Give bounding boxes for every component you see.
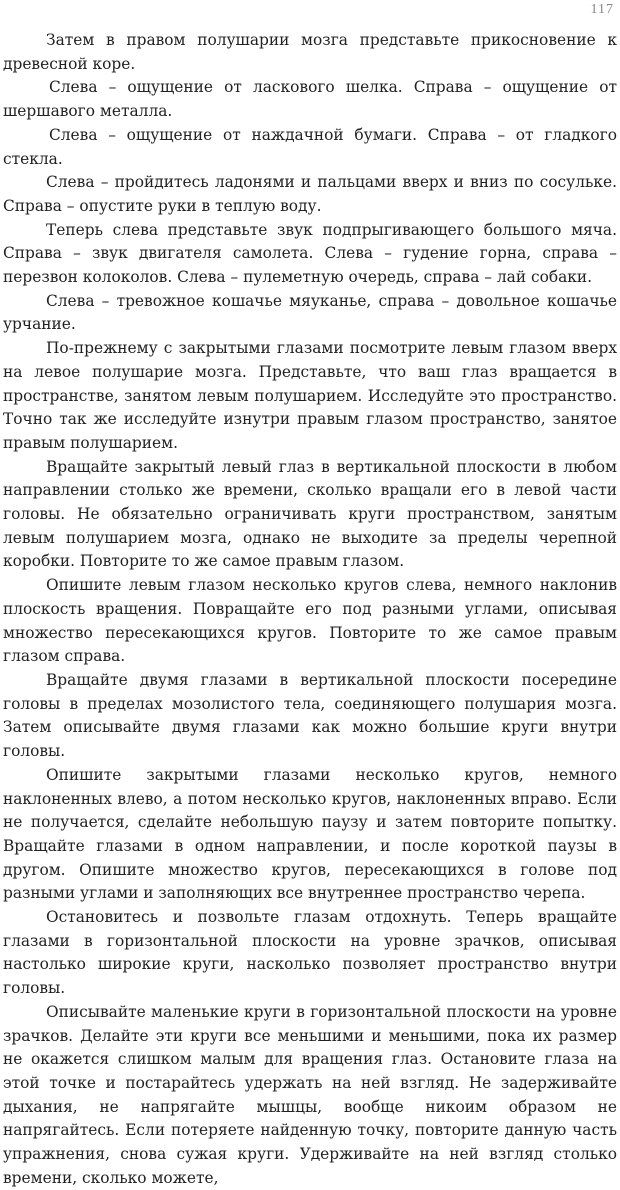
- paragraph: Затем в правом полушарии мозга представьте прикосновение к древесной коре.: [3, 31, 617, 73]
- paragraph: Опишите левым глазом несколько кругов слева, немного наклонив плоскость вращения. Повращайте его под разными углами, описывая множество пересекающихся кругов. Повторите то же самое правым глазом справа.: [3, 576, 617, 666]
- paragraph: Слева – ощущение от наждачной бумаги. Справа – от гладкого стекла.: [3, 125, 617, 168]
- paragraph: Слева – ощущение от ласкового шелка. Справа – ощущение от шершавого металла.: [3, 78, 617, 121]
- paragraph: Слева – тревожное кошачье мяуканье, справа – довольное кошачье урчание.: [3, 291, 617, 334]
- paragraph: По-прежнему с закрытыми глазами посмотрите левым глазом вверх на левое полушарие мозга. Представьте, что ваш глаз вращается в пространстве, занятом левым полушарием. Исследуйте это пространство. Точно так же исследуйте изнутри правым глазом пространство, занятое правым полушарием.: [3, 339, 617, 452]
- body-text: [3, 29, 617, 1190]
- paragraph: Опишите закрытыми глазами несколько кругов, немного наклоненных влево, а потом несколько кругов, наклоненных вправо. Если не получается, сделайте небольшую паузу и затем повторите попытку. Вращайте глазами в одном направлении, и после короткой паузы в другом. Опишите множество кругов, пересекающихся в голове под разными углами и заполняющих все внутреннее пространство черепа.: [3, 765, 617, 903]
- paragraph: Описывайте маленькие круги в горизонтальной плоскости на уровне зрачков. Делайте эти круги все меньшими и меньшими, пока их размер не окажется слишком малым для вращения глаз. Остановите глаза на этой точке и постарайтесь удержать на ней взгляд. Не задерживайте дыхания, не напрягайте мышцы, вообще никоим образом не напрягайтесь. Если потеряете найденную точку, повторите данную часть упражнения, снова сужая круги. Удерживайте на ней взгляд столько времени, сколько можете,: [3, 1002, 617, 1187]
- paragraph: Вращайте закрытый левый глаз в вертикальной плоскости в любом направлении столько же времени, сколько вращали его в левой части головы. Не обязательно ограничивать круги пространством, занятым левым полушарием мозга, однако не выходите за пределы черепной коробки. Повторите то же самое правым глазом.: [3, 457, 617, 571]
- paragraph: Слева – пройдитесь ладонями и пальцами вверх и вниз по сосульке. Справа – опустите руки в теплую воду.: [3, 173, 617, 215]
- paragraph: Остановитесь и позвольте глазам отдохнуть. Теперь вращайте глазами в горизонтальной плоскости на уровне зрачков, описывая настолько широкие круги, насколько позволяет пространство внутри головы.: [3, 908, 617, 998]
- page-number: 117: [590, 2, 614, 17]
- paragraph: Вращайте двумя глазами в вертикальной плоскости посередине головы в пределах мозолистого тела, соединяющего полушария мозга. Затем описывайте двумя глазами как можно большие круги внутри головы.: [3, 670, 617, 761]
- paragraph: Теперь слева представьте звук подпрыгивающего большого мяча. Справа – звук двигателя самолета. Слева – гудение горна, справа – перезвон колоколов. Слева – пулеметную очередь, справа – лай собаки.: [3, 220, 617, 287]
